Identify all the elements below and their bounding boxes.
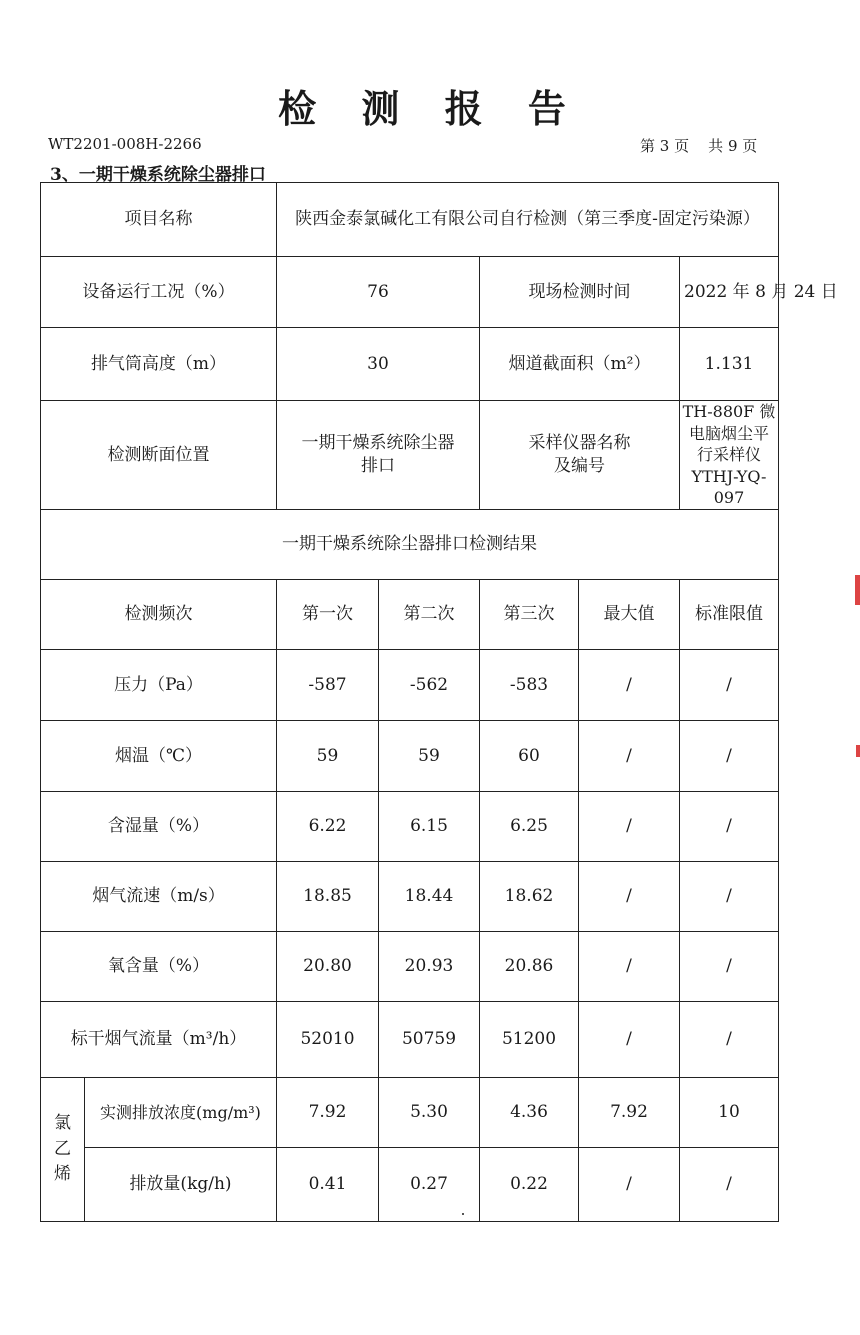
height-label: 排气筒高度（m）: [41, 328, 277, 401]
scan-speck: [462, 1213, 464, 1215]
table-row: [41, 931, 779, 1001]
table-cell: 6.25: [480, 791, 579, 861]
table-cell: /: [579, 791, 680, 861]
page-info: [640, 135, 757, 156]
table-cell: /: [579, 720, 680, 791]
header-max: 最大值: [579, 579, 680, 649]
row-label: 含湿量（%）: [41, 791, 277, 861]
table-cell: 20.80: [277, 931, 379, 1001]
project-label: 项目名称: [41, 183, 277, 257]
row-label: 实测排放浓度(mg/m³): [85, 1077, 277, 1147]
condition-value: 76: [277, 257, 480, 328]
header-third: 第三次: [480, 579, 579, 649]
table-cell: 4.36: [480, 1077, 579, 1147]
table-cell: /: [579, 931, 680, 1001]
row-label: 压力（Pa）: [41, 649, 277, 720]
page-number: 第 3 页: [640, 137, 690, 155]
page-total: 共 9 页: [708, 137, 758, 155]
row-label: 烟气流速（m/s）: [41, 861, 277, 931]
table-cell: 7.92: [579, 1077, 680, 1147]
info-row-project: [41, 183, 779, 257]
report-table: [40, 182, 838, 1222]
row-label: 标干烟气流量（m³/h）: [41, 1001, 277, 1077]
table-cell: 18.44: [379, 861, 480, 931]
table-row: [41, 720, 779, 791]
header-limit: 标准限值: [680, 579, 779, 649]
table-cell: 59: [277, 720, 379, 791]
table-cell: 20.86: [480, 931, 579, 1001]
row-label: 烟温（℃）: [41, 720, 277, 791]
time-label: 现场检测时间: [480, 257, 680, 328]
results-title: 一期干燥系统除尘器排口检测结果: [41, 509, 779, 579]
table-cell: 10: [680, 1077, 779, 1147]
table-cell: 18.85: [277, 861, 379, 931]
table-row: [41, 1147, 779, 1221]
section-title: 3、一期干燥系统除尘器排口: [50, 165, 266, 185]
table-cell: 20.93: [379, 931, 480, 1001]
table-cell: /: [680, 791, 779, 861]
results-header-row: [41, 579, 779, 649]
position-label: 检测断面位置: [41, 401, 277, 510]
table-cell: /: [579, 861, 680, 931]
table-cell: /: [680, 861, 779, 931]
table-cell: /: [680, 720, 779, 791]
table-cell: /: [579, 1147, 680, 1221]
table-row: [41, 861, 779, 931]
header-second: 第二次: [379, 579, 480, 649]
table-cell: 18.62: [480, 861, 579, 931]
info-row-position: [41, 401, 779, 510]
table-cell: /: [680, 649, 779, 720]
table-cell: -583: [480, 649, 579, 720]
table-row: [41, 1077, 779, 1147]
table-cell: 0.27: [379, 1147, 480, 1221]
table-row: [41, 1001, 779, 1077]
table-cell: /: [680, 1147, 779, 1221]
table-cell: /: [579, 1001, 680, 1077]
table-cell: 0.41: [277, 1147, 379, 1221]
table-cell: 6.22: [277, 791, 379, 861]
header-frequency: 检测频次: [41, 579, 277, 649]
instrument-value: TH-880F 微电脑烟尘平行采样仪 YTHJ-YQ-097: [680, 401, 779, 510]
pollutant-name: 氯乙烯: [41, 1077, 85, 1221]
table-cell: /: [680, 931, 779, 1001]
report-title: 检 测 报 告: [278, 86, 582, 131]
results-title-row: [41, 509, 779, 579]
position-value: 一期干燥系统除尘器排口: [277, 401, 480, 510]
project-value: 陕西金泰氯碱化工有限公司自行检测（第三季度-固定污染源）: [277, 183, 779, 257]
area-value: 1.131: [680, 328, 779, 401]
table-cell: 59: [379, 720, 480, 791]
row-label: 氧含量（%）: [41, 931, 277, 1001]
header-first: 第一次: [277, 579, 379, 649]
row-label: 排放量(kg/h): [85, 1147, 277, 1221]
table-cell: -562: [379, 649, 480, 720]
info-row-height: [41, 328, 779, 401]
table-cell: 0.22: [480, 1147, 579, 1221]
table-cell: 5.30: [379, 1077, 480, 1147]
table-cell: -587: [277, 649, 379, 720]
table-cell: 6.15: [379, 791, 480, 861]
table-row: [41, 649, 779, 720]
table-cell: 50759: [379, 1001, 480, 1077]
table-cell: 7.92: [277, 1077, 379, 1147]
table-row: [41, 791, 779, 861]
time-value: 2022 年 8 月 24 日: [680, 257, 779, 328]
instrument-label: 采样仪器名称及编号: [480, 401, 680, 510]
area-label: 烟道截面积（m²）: [480, 328, 680, 401]
table-cell: 51200: [480, 1001, 579, 1077]
table-cell: 52010: [277, 1001, 379, 1077]
table-cell: /: [680, 1001, 779, 1077]
condition-label: 设备运行工况（%）: [41, 257, 277, 328]
stamp-edge-mark: [856, 745, 860, 757]
document-number: WT2201-008H-2266: [48, 135, 202, 153]
table-cell: /: [579, 649, 680, 720]
height-value: 30: [277, 328, 480, 401]
info-row-condition: [41, 257, 779, 328]
stamp-edge-mark: [855, 575, 860, 605]
table-cell: 60: [480, 720, 579, 791]
